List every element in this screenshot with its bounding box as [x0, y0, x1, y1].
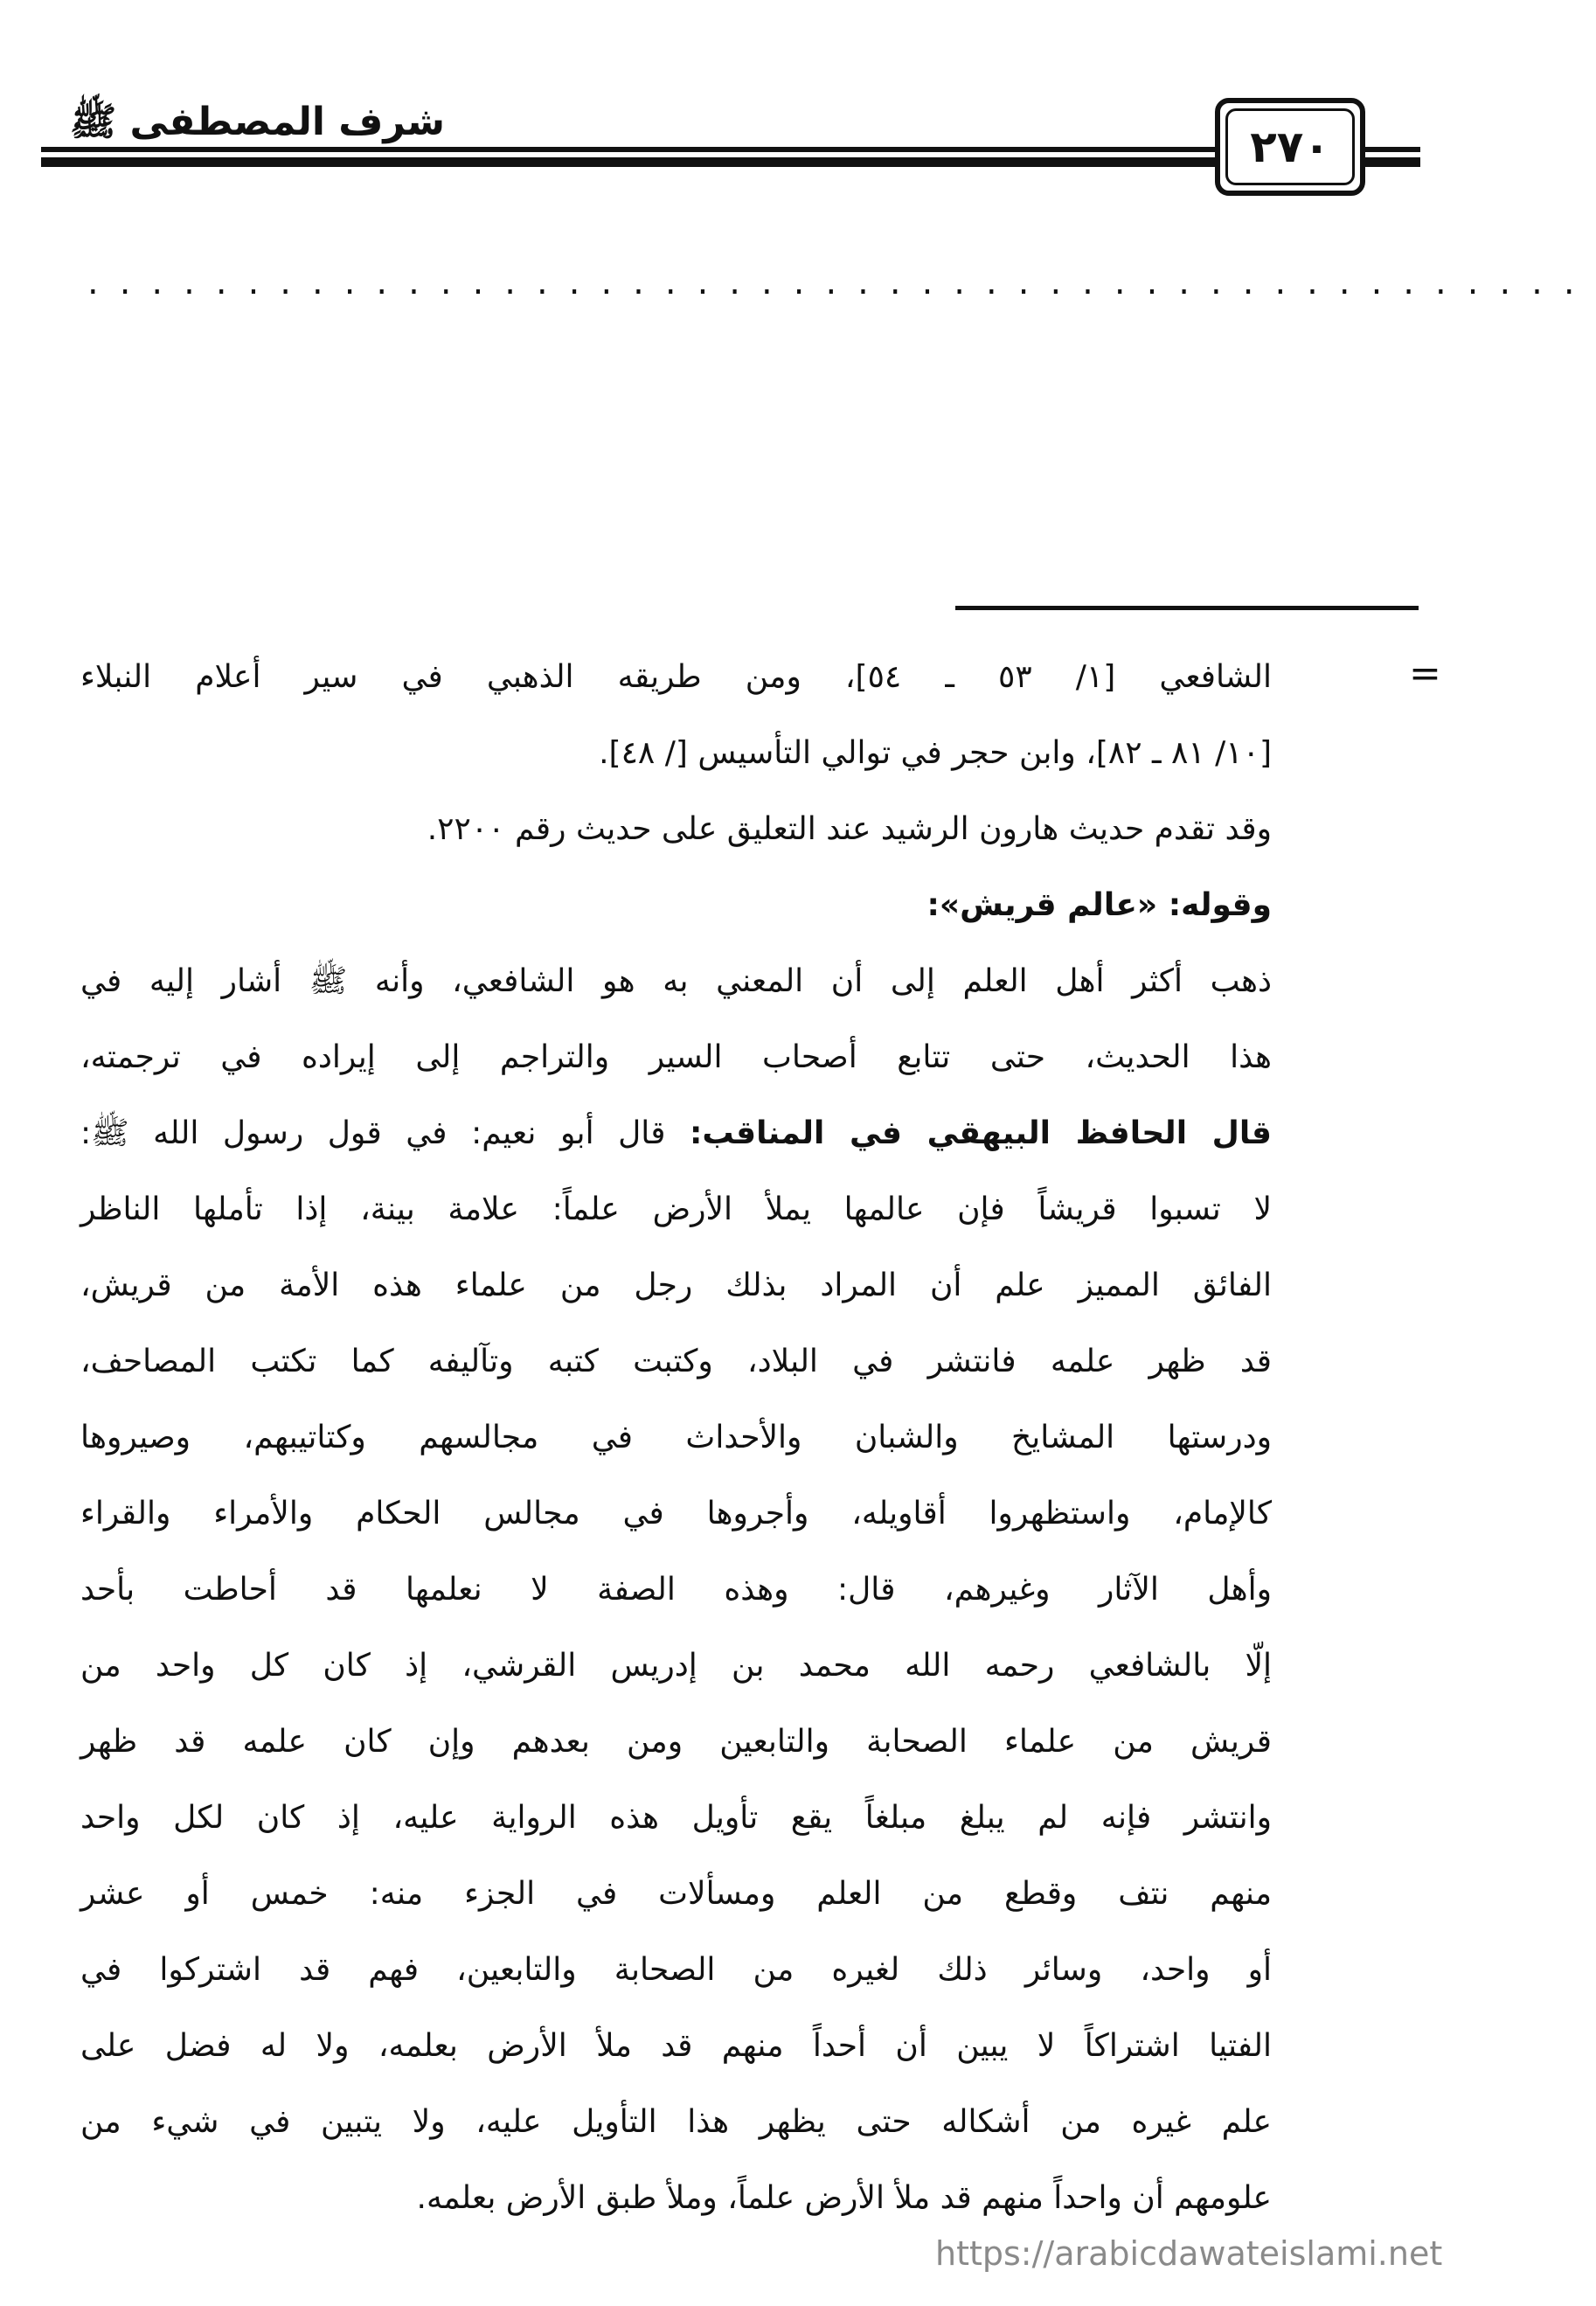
line-text: منهم نتف وقطع من العلم ومسألات في الجزء منه: خمس أو عشر	[80, 1876, 1272, 1912]
bold-heading: قال الحافظ البيهقي في المناقب:	[690, 1115, 1273, 1151]
header-rule-thick	[41, 157, 1221, 167]
line-text: [١٠/ ٨١ ـ ٨٢]، وابن حجر في توالي التأسيس [/ ٤٨].	[599, 735, 1272, 771]
line-text: قد ظهر علمه فانتشر في البلاد، وكتبت كتبه وتآليفه كما تكتب المصاحف،	[80, 1344, 1272, 1379]
text-line	[80, 1559, 1272, 1636]
text-line	[80, 1483, 1272, 1559]
bold-heading: وقوله: «عالم قريش»:	[926, 887, 1272, 923]
watermark-url: https://arabicdawateislami.net	[935, 2234, 1443, 2273]
line-text: الفائق المميز علم أن المراد بذلك رجل من علماء هذه الأمة من قريش،	[80, 1268, 1272, 1303]
line-text: وأهل الآثار وغيرهم، قال: وهذه الصفة لا نعلمها قد أحاطت بأحد	[80, 1572, 1272, 1608]
line-text: علم غيره من أشكاله حتى يظهر هذا التأويل عليه، ولا يتبين في شيء من	[80, 2104, 1272, 2140]
line-text: علومهم أن واحداً منهم قد ملأ الأرض علماً، وملأ طبق الأرض بعلمه.	[416, 2180, 1272, 2216]
text-line	[80, 2092, 1272, 2168]
text-line	[80, 1712, 1272, 1788]
line-text: الفتيا اشتراكاً لا يبين أن أحداً منهم قد ملأ الأرض بعلمه، ولا له فضل على	[80, 2028, 1272, 2064]
text-line	[80, 1179, 1272, 1255]
text-line	[80, 1940, 1272, 2016]
text-line	[80, 1255, 1272, 1331]
text-line	[80, 1788, 1272, 1864]
line-text: وانتشر فإنه لم يبلغ مبلغاً يقع تأويل هذه الرواية عليه، إذ كان لكل واحد	[80, 1800, 1272, 1836]
line-text: كالإمام، واستظهروا أقاويله، وأجروها في مجالس الحكام والأمراء والقراء	[80, 1496, 1272, 1532]
line-text: قال أبو نعيم: في قول رسول الله ﷺ:	[80, 1115, 690, 1151]
text-line	[80, 1027, 1272, 1103]
running-title: شرف المصطفى ﷺ	[70, 100, 446, 144]
line-text: وقد تقدم حديث هارون الرشيد عند التعليق على حديث رقم ٢٢٠٠.	[427, 811, 1272, 847]
line-text: الشافعي [١/ ٥٣ ـ ٥٤]، ومن طريقه الذهبي في سير أعلام النبلاء	[80, 659, 1273, 695]
text-line	[80, 723, 1272, 799]
line-text: قريش من علماء الصحابة والتابعين ومن بعدهم وإن كان علمه قد ظهر	[80, 1724, 1272, 1760]
page-number: ٢٧٠	[1225, 108, 1355, 185]
text-line	[80, 951, 1272, 1027]
line-text: ودرستها المشايخ والشبان والأحداث في مجالسهم وكتاتيبهم، وصيروها	[80, 1420, 1272, 1455]
text-line	[80, 1636, 1272, 1712]
text-line	[80, 2016, 1272, 2092]
text-line	[80, 799, 1272, 875]
line-text: إلّا بالشافعي رحمه الله محمد بن إدريس القرشي، إذ كان كل واحد من	[80, 1648, 1272, 1684]
line-text: أو واحد، وسائر ذلك لغيره من الصحابة والتابعين، فهم قد اشتركوا في	[80, 1952, 1272, 1988]
header-rule-thick-right	[1359, 157, 1420, 167]
text-line	[80, 1407, 1272, 1483]
text-line	[80, 1864, 1272, 1940]
text-line	[80, 875, 1272, 951]
footnote-body	[80, 647, 1272, 2244]
line-text: ذهب أكثر أهل العلم إلى أن المعني به هو الشافعي، وأنه ﷺ أشار إليه في	[80, 963, 1272, 999]
line-text: لا تسبوا قريشاً فإن عالمها يملأ الأرض علماً: علامة بينة، إذا تأملها الناظر	[80, 1191, 1272, 1227]
line-text: هذا الحديث، حتى تتابع أصحاب السير والتراجم إلى إيراده في ترجمته،	[80, 1039, 1272, 1075]
page-number-box	[1215, 98, 1365, 196]
text-line	[80, 647, 1272, 723]
text-line	[80, 2168, 1272, 2244]
continuation-mark: =	[1409, 651, 1441, 696]
header-rule-thin	[41, 147, 1221, 152]
footnote-rule	[955, 606, 1419, 610]
text-line	[80, 1103, 1272, 1179]
dotted-separator: ...............................................	[87, 262, 1596, 302]
header-rule-thin-right	[1359, 147, 1420, 152]
text-line	[80, 1331, 1272, 1407]
